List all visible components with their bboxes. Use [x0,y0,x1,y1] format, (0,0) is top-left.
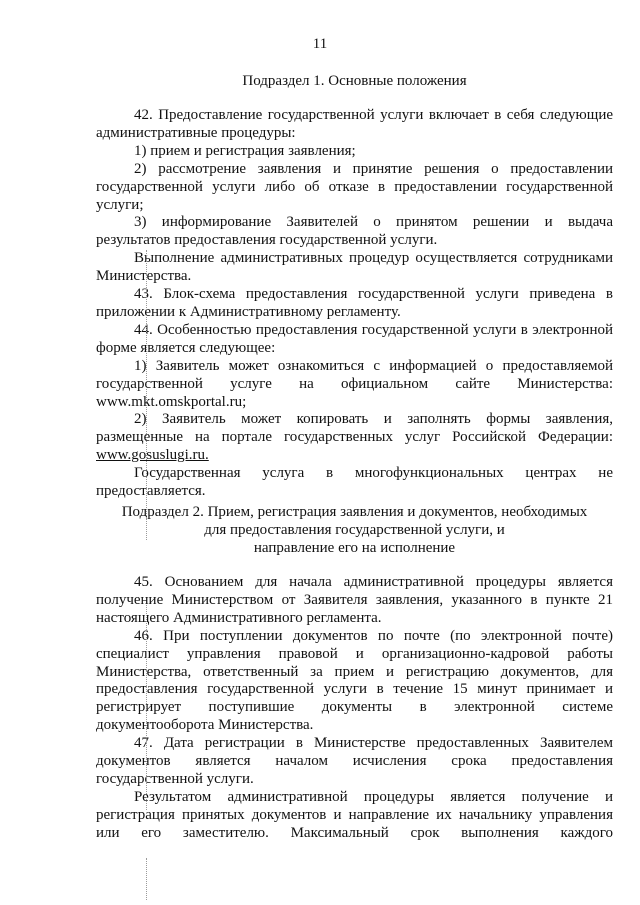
text-line: предоставления государственной услуги в течение 15 минут принимает и [96,681,613,698]
text-line: www.mkt.omskportal.ru; [96,393,247,410]
subsection-1-title [96,73,613,91]
text-line: Выполнение административных процедур осуществляется сотрудниками [134,250,613,267]
text-line: регистрация принятых документов и направление их начальнику управления [96,806,613,823]
body-text-2 [96,574,613,843]
subsection-2-title-line: для предоставления государственной услуги, и [204,521,505,538]
text-line: 1) Заявитель может ознакомиться с информацией о предоставляемой [134,357,613,374]
subsection-2-title-line: Подраздел 2. Прием, регистрация заявления и документов, необходимых [121,504,588,520]
margin-mark [146,858,147,900]
text-line: специалист управления правовой и организационно-кадровой работы [96,645,613,662]
text-line: 2) Заявитель может копировать и заполнять формы заявления, [134,411,613,428]
text-line: Министерства, ответственный за прием и регистрацию документов, для [96,663,613,680]
text-line: 44. Особенностью предоставления государственной услуги в электронной [134,321,613,338]
portal-link[interactable]: www.gosuslugi.ru. [96,447,209,464]
text-line: форме является следующее: [96,339,276,356]
text-line: результатов предоставления государственной услуги. [96,232,438,249]
text-line: 45. Основанием для начала административной процедуры является [134,574,613,590]
body-text-1 [96,107,613,501]
text-line: 2) рассмотрение заявления и принятие решения о предоставлении [134,160,613,177]
text-line: документооборота Министерства. [96,717,314,734]
text-line: получение Министерством от Заявителя заявления, указанного в пункте 21 [96,591,613,608]
text-line: 1) прием и регистрация заявления; [134,142,356,159]
page-number: 11 [312,36,328,52]
text-line: настоящего Административного регламента. [96,609,382,626]
text-line: 46. При поступлении документов по почте (по электронной почте) [134,627,613,644]
text-line: государственной услуге на официальном сайте Министерства: [96,375,613,392]
text-line: 47. Дата регистрации в Министерстве предоставленных Заявителем [134,735,613,752]
text-line: Результатом административной процедуры является получение и [134,788,613,805]
subsection-1-title-line: Подраздел 1. Основные положения [242,73,467,89]
text-line: 43. Блок-схема предоставления государственной услуги приведена в [134,286,613,303]
text-line: Государственная услуга в многофункциональных центрах не [134,465,613,482]
text-line: 42. Предоставление государственной услуги включает в себя следующие [134,107,613,123]
text-line: административные процедуры: [96,124,296,141]
text-line: приложении к Административному регламенту. [96,303,401,320]
text-line: регистрирует поступившие документы в электронной системе [96,699,613,716]
text-line: документов является началом исчисления срока предоставления [96,753,613,770]
text-line: размещенные на портале государственных услуг Российской Федерации: [96,429,613,446]
text-line: государственной услуги либо об отказе в предоставлении государственной [96,178,613,195]
subsection-2-title-line: направление его на исполнение [253,539,456,556]
margin-mark [146,250,147,540]
text-line: или его заместителю. Максимальный срок выполнения каждого [96,824,613,841]
text-line: услуги; [96,196,144,213]
text-line: предоставляется. [96,483,206,500]
text-line: государственной услуги. [96,770,254,787]
subsection-2-title [96,504,613,558]
text-line: 3) информирование Заявителей о принятом решении и выдача [134,214,613,231]
text-line: Министерства. [96,268,192,285]
margin-mark [146,605,147,810]
